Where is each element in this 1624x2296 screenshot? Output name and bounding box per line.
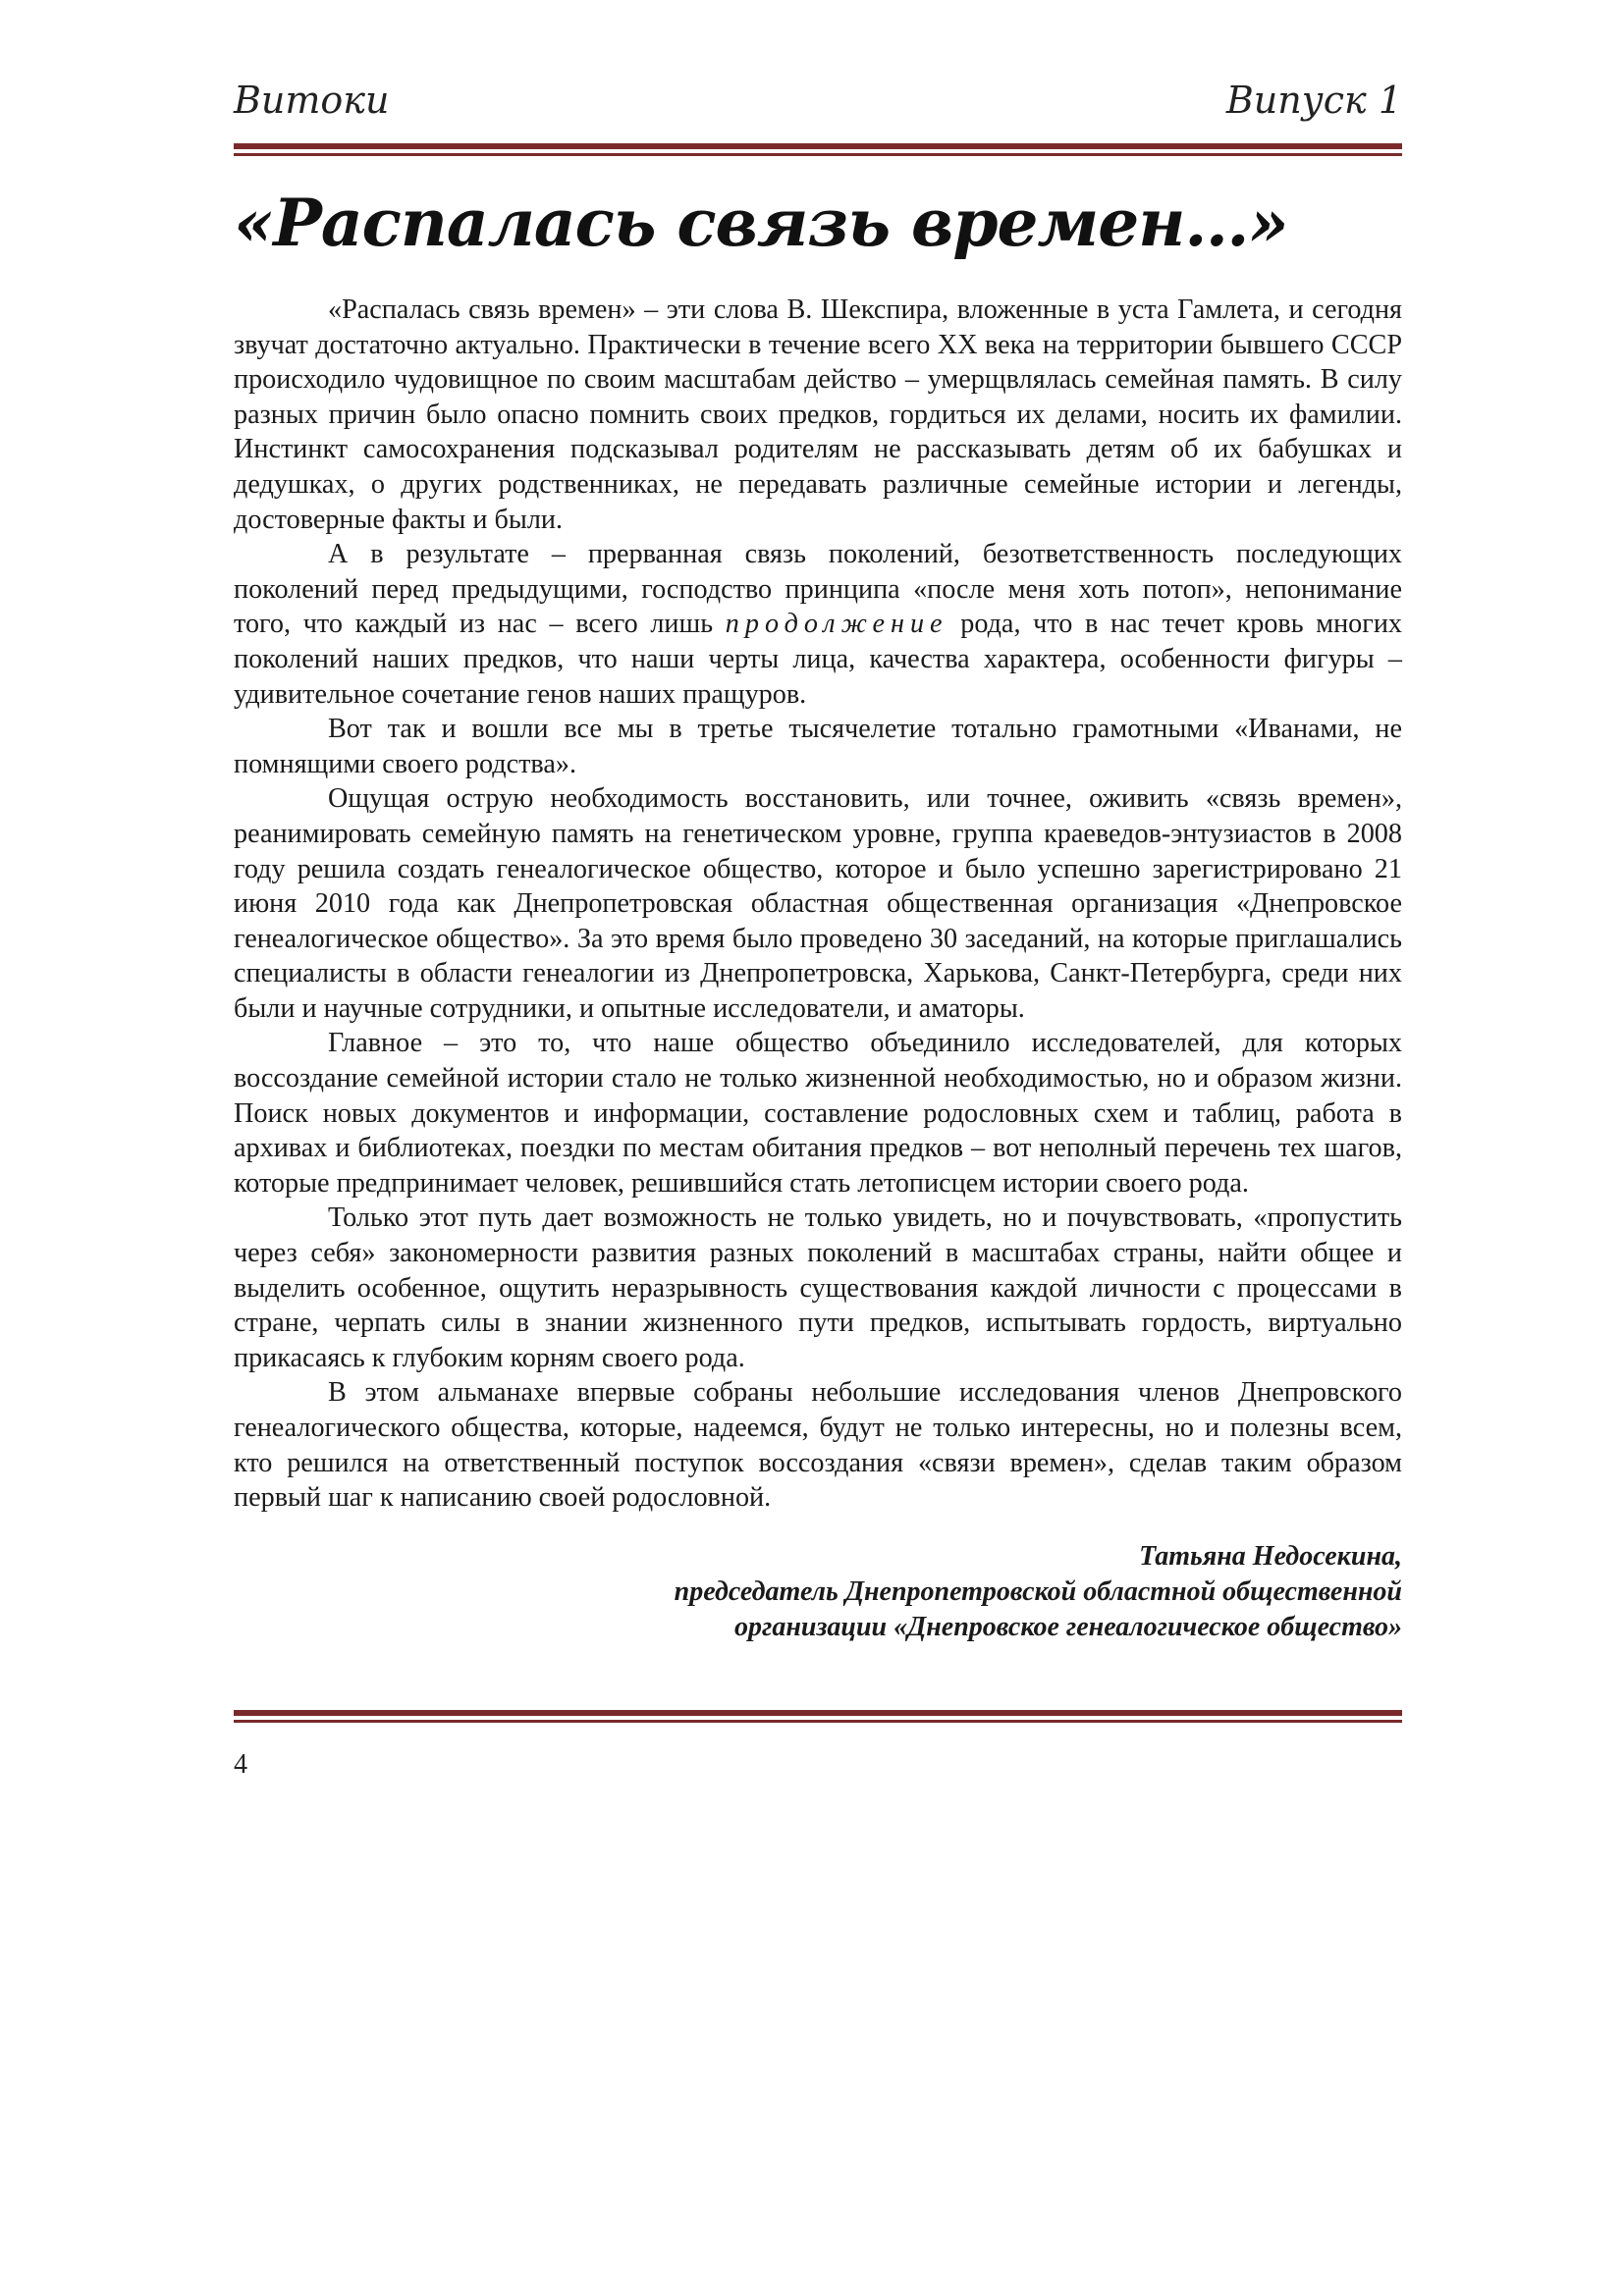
article-title: «Распалась связь времен…» — [234, 185, 1288, 261]
paragraph-6: Только этот путь дает возможность не только увидеть, но и почувствовать, «пропустить через себя» закономерности развития разных поколений в масштабах страны, найти общее и выделить особенное, ощутить неразрывность существования каждой личности с процессами в стране, черпать силы в знании жизненного пути предков, испытывать гордость, виртуально прикасаясь к глубоким корням своего рода. — [234, 1202, 1402, 1373]
paragraph-4: Ощущая острую необходимость восстановить, или точнее, оживить «связь времен», реанимировать семейную память на генетическом уровне, группа краеведов-энтузиастов в 2008 году решила создать генеалогическое общество, которое и было успешно зарегистрировано 21 июня 2010 года как Днепропетровская областная общественная организация «Днепровское генеалогическое общество». За это время было проведено 30 заседаний, на которые приглашались специалисты в области генеалогии из Днепропетровска, Харькова, Санкт-Петербурга, среди них были и научные сотрудники, и опытные исследователи, и аматоры. — [234, 783, 1402, 1024]
author-title-line-1: председатель Днепропетровской областной общественной — [674, 1576, 1402, 1607]
paragraph-2-end: рода, что в нас течет кровь многих поколений наших предков, что наши черты лица, качества характера, особенности фигуры – удивительное сочетание генов наших пращуров. — [234, 609, 1403, 710]
issue-label: Випуск 1 — [1225, 79, 1402, 122]
footer-rule — [234, 1710, 1402, 1723]
author-title-line-2: организации «Днепровское генеалогическое общество» — [734, 1612, 1402, 1642]
paragraph-5: Главное – это то, что наше общество объединило исследователей, для которых воссоздание семейной истории стало не только жизненной необходимостью, но и образом жизни. Поиск новых документов и информации, составление родословных схем и таблиц, работа в архивах и библиотеках, поездки по местам обитания предков – вот неполный перечень тех шагов, которые предпринимает человек, решившийся стать летописцем истории своего рода. — [234, 1028, 1402, 1199]
paragraph-2 — [234, 537, 1402, 712]
journal-title: Витоки — [234, 79, 390, 122]
page-number: 4 — [234, 1749, 247, 1780]
paragraph-1: «Распалась связь времен» – эти слова В. Шекспира, вложенные в уста Гамлета, и сегодня звучат достаточно актуально. Практически в течение всего XX века на территории бывшего СССР происходило чудовищное по своим масштабам действо – умерщвлялась семейная память. В силу разных причин было опасно помнить своих предков, гордиться их делами, носить их фамилии. Инстинкт самосохранения подсказывал родителям не рассказывать детям об их бабушках и дедушках, о других родственниках, не передавать различные семейные истории и легенды, достоверные факты и были. — [234, 294, 1402, 535]
paragraph-2-start: А в результате – прерванная связь поколений, безответственность последующих поколений перед предыдущими, господство принципа «после меня хоть потоп», непонимание того, что каждый из нас – всего лишь — [234, 539, 1402, 640]
running-header — [234, 79, 1402, 137]
emphasized-word: продолжение — [725, 609, 948, 640]
article-body — [234, 293, 1402, 1516]
author-name: Татьяна Недосекина, — [1139, 1541, 1402, 1572]
paragraph-3: Вот так и вошли все мы в третье тысячелетие тотально грамотными «Иванами, не помнящими своего родства». — [234, 714, 1402, 779]
header-rule — [234, 143, 1402, 156]
paragraph-7: В этом альманахе впервые собраны небольшие исследования членов Днепровского генеалогического общества, которые, надеемся, будут не только интересны, но и полезны всем, кто решился на ответственный поступок воссоздания «связи времен», сделав таким образом первый шаг к написанию своей родословной. — [234, 1377, 1402, 1514]
author-signature — [675, 1539, 1402, 1645]
